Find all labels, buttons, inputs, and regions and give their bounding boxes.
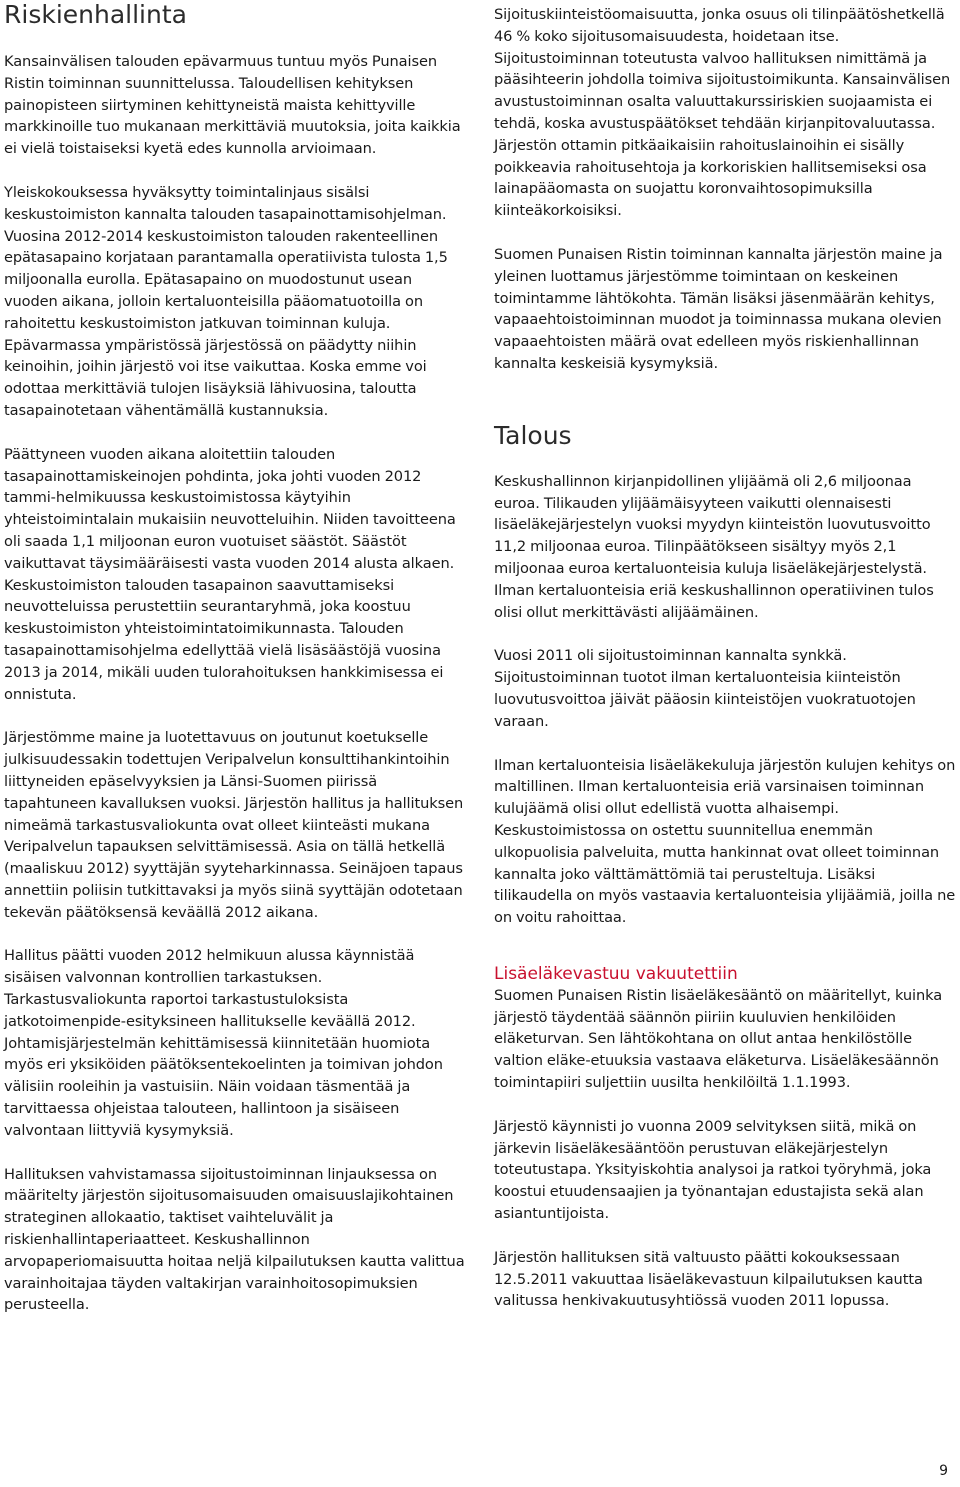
paragraph: Keskushallinnon kirjanpidollinen ylijäämä oli 2,6 miljoonaa euroa. Tilikauden ylijäämäisyyteen vaikutti olennaisesti lisäeläkejärjestelyn vuoksi myydyn kiinteistön luovutusvoitto 11,2 miljoonaa euroa. Tilinpäätökseen sisältyy myös 2,1 miljoonaa euroa kertaluonteisia kuluja lisäeläkejärjestelystä. Ilman kertaluonteisia eriä keskushallinnon operatiivinen tulos olisi ollut merkittävästi alijäämäinen. [494, 472, 934, 621]
paragraph: Ilman kertaluonteisia lisäeläkekuluja järjestön kulujen kehitys on maltillinen. Ilman kertaluonteisia eriä varsinaisen toiminnan kulujäämä olisi ollut edellistä vuotta alhaisempi. Keskustoimistossa on ostettu suunnitellua enemmän ulkopuolisia palveluita, mutta hankinnat ovat olleet toiminnan kannalta joko välttämättömiä tai perusteltuja. Lisäksi tilikaudella on myös vastaavia kertaluonteisia ylijäämiä, joilla ne on voitu rahoittaa. [494, 756, 956, 927]
paragraph: Kansainvälisen talouden epävarmuus tuntuu myös Punaisen Ristin toiminnan suunnittelussa. Taloudellisen kehityksen painopisteen siirtyminen kehittyneistä maista kehittyville markkinoille tuo mukanaan merkittäviä muutoksia, joita kaikkia ei vielä toistaiseksi kyetä edes kunnolla arvioimaan. [4, 53, 461, 158]
heading-talous: Talous [494, 420, 572, 450]
right-column [494, 0, 956, 1312]
page-number: 9 [939, 1463, 948, 1479]
paragraph: Hallitus päätti vuoden 2012 helmikuun alussa käynnistää sisäisen valvonnan kontrollien tarkastuksen. Tarkastusvaliokunta raportoi tarkastustuloksista jatkotoimenpide-esityksineen hallitukselle keväällä 2012. Johtamisjärjestelmän kehittämisessä kiinnitetään huomiota myös eri yksiköiden päätöksentekoelinten ja toimivan johdon välisiin rooleihin ja vastuisiin. Näin voidaan täsmentää ja tarvittaessa ohjeistaa talouteen, hallintoon ja sisäiseen valvontaan liittyviä kysymyksiä. [4, 947, 443, 1139]
paragraph: Suomen Punaisen Ristin lisäeläkesääntö on määritellyt, kuinka järjestö täydentää säännön piiriin kuuluvien henkilöiden eläketurvan. Sen lähtökohtana on ollut antaa henkilöstölle valtion eläke-etuuksia vastaava eläketurva. Lisäeläkesäännön toimintapiiri suljettiin uusilta henkilöiltä 1.1.1993. [494, 986, 943, 1092]
paragraph: Järjestö käynnisti jo vuonna 2009 selvityksen siitä, mikä on järkevin lisäeläkesääntöön perustuvan eläkejärjestelyn toteutustapa. Yksityiskohtia analysoi ja ratkoi työryhmä, joka koostui etuudensaajien ja työnantajan edustajista sekä alan asiantuntijoista. [494, 1117, 932, 1223]
paragraph: Päättyneen vuoden aikana aloitettiin talouden tasapainottamiskeinojen pohdinta, joka johti vuoden 2012 tammi-helmikuussa keskustoimistossa käytyihin yhteistoimintalain mukaisiin neuvotteluihin. Niiden tavoitteena oli saada 1,1 miljoonan euron vuotuiset säästöt. Säästöt vaikuttavat täysimääräisesti vasta vuoden 2014 alusta alkaen. Keskustoimiston talouden tasapainon saavuttamiseksi neuvotteluissa perustettiin seurantaryhmä, joka koostuu keskustoimiston yhteistoimintatoimikunnasta. Talouden tasapainottamisohjelma edellyttää vielä lisäsäästöjä vuosina 2013 ja 2014, mikäli uuden tulorahoituksen hankkimisessa ei onnistuta. [4, 445, 456, 703]
paragraph: Hallituksen vahvistamassa sijoitustoiminnan linjauksessa on määritelty järjestön sijoitusomaisuuden omaisuuslajikohtainen strateginen allokaatio, taktiset vaihteluvälit ja riskienhallintaperiaatteet. Keskushallinnon arvopaperiomaisuutta hoitaa neljä kilpailutuksen kautta valittua varainhoitajaa täyden valtakirjan varainhoitosopimuksien perusteella. [4, 1165, 465, 1314]
paragraph: Vuosi 2011 oli sijoitustoiminnan kannalta synkkä. Sijoitustoiminnan tuotot ilman kertaluonteisia kiinteistön luovutusvoittoa jäivät pääosin kiinteistöjen vuokratuotojen varaan. [494, 647, 916, 730]
paragraph: Suomen Punaisen Ristin toiminnan kannalta järjestön maine ja yleinen luottamus järjestömme toimintaan on keskeinen toimintamme lähtökohta. Tämän lisäksi jäsenmäärän kehitys, vapaaehtoistoiminnan muodot ja toiminnassa mukana olevien vapaaehtoisten määrä ovat edelleen myös riskienhallinnan kannalta keskeisiä kysymyksiä. [494, 245, 943, 372]
paragraph: Yleiskokouksessa hyväksytty toimintalinjaus sisälsi keskustoimiston kannalta talouden tasapainottamisohjelman. Vuosina 2012-2014 keskustoimiston talouden rakenteellinen epätasapaino korjataan parantamalla operatiivista tulosta 1,5 miljoonalla eurolla. Epätasapaino on muodostunut usean vuoden aikana, jolloin kertaluonteisilla pääomatuotoilla on rahoitettu keskustoimiston jatkuvan toiminnan kuluja. Epävarmassa ympäristössä järjestössä on päädytty niihin keinoihin, joihin järjestö voi itse vaikuttaa. Koska emme voi odottaa merkittäviä tulojen lisäyksiä lähivuosina, taloutta tasapainotetaan vähentämällä kustannuksia. [4, 183, 448, 419]
paragraph: Järjestön hallituksen sitä valtuusto päätti kokouksessaan 12.5.2011 vakuuttaa lisäeläkevastuun kilpailutuksen kautta valitussa henkivakuutusyhtiössä vuoden 2011 lopussa. [494, 1248, 923, 1310]
heading-riskienhallinta: Riskienhallinta [4, 0, 187, 29]
paragraph: Sijoituskiinteistöomaisuutta, jonka osuus oli tilinpäätöshetkellä 46 % koko sijoitusomaisuudesta, hoidetaan itse. Sijoitustoiminnan toteutusta valvoo hallituksen nimittämä ja pääsihteerin johdolla toimiva sijoitustoimikunta. Kansainvälisen avustustoiminnan osalta valuuttakurssiriskien suojaamista ei tehdä, koska avustuspäätökset tehdään kirjanpitovaluutassa. Järjestön ottamin pitkäaikaisiin rahoituslainoihin ei sisälly poikkeavia rahoitusehtoja ja korkoriskien hallitsemiseksi osa lainapääomasta on suojattu koronvaihtosopimuksilla kiinteäkorkoisiksi. [494, 6, 951, 220]
heading-lisaelakevastuu: Lisäeläkevastuu vakuutettiin [494, 963, 738, 984]
paragraph: Järjestömme maine ja luotettavuus on joutunut koetukselle julkisuudessakin todettujen Veripalvelun konsulttihankintoihin liittyneiden epäselvyyksien ja Länsi-Suomen piirissä tapahtuneen kavalluksen vuoksi. Järjestön hallitus ja hallituksen nimeämä tarkastusvaliokunta ovat olleet kiinteästi mukana Veripalvelun tapauksen selvittämisessä. Asia on tällä hetkellä (maaliskuu 2012) syyttäjän syyteharkinnassa. Seinäjoen tapaus annettiin poliisin tutkittavaksi ja myös siinä syyttäjän odotetaan tekevän päätöksensä keväällä 2012 aikana. [4, 729, 464, 921]
left-column [4, 0, 466, 1316]
